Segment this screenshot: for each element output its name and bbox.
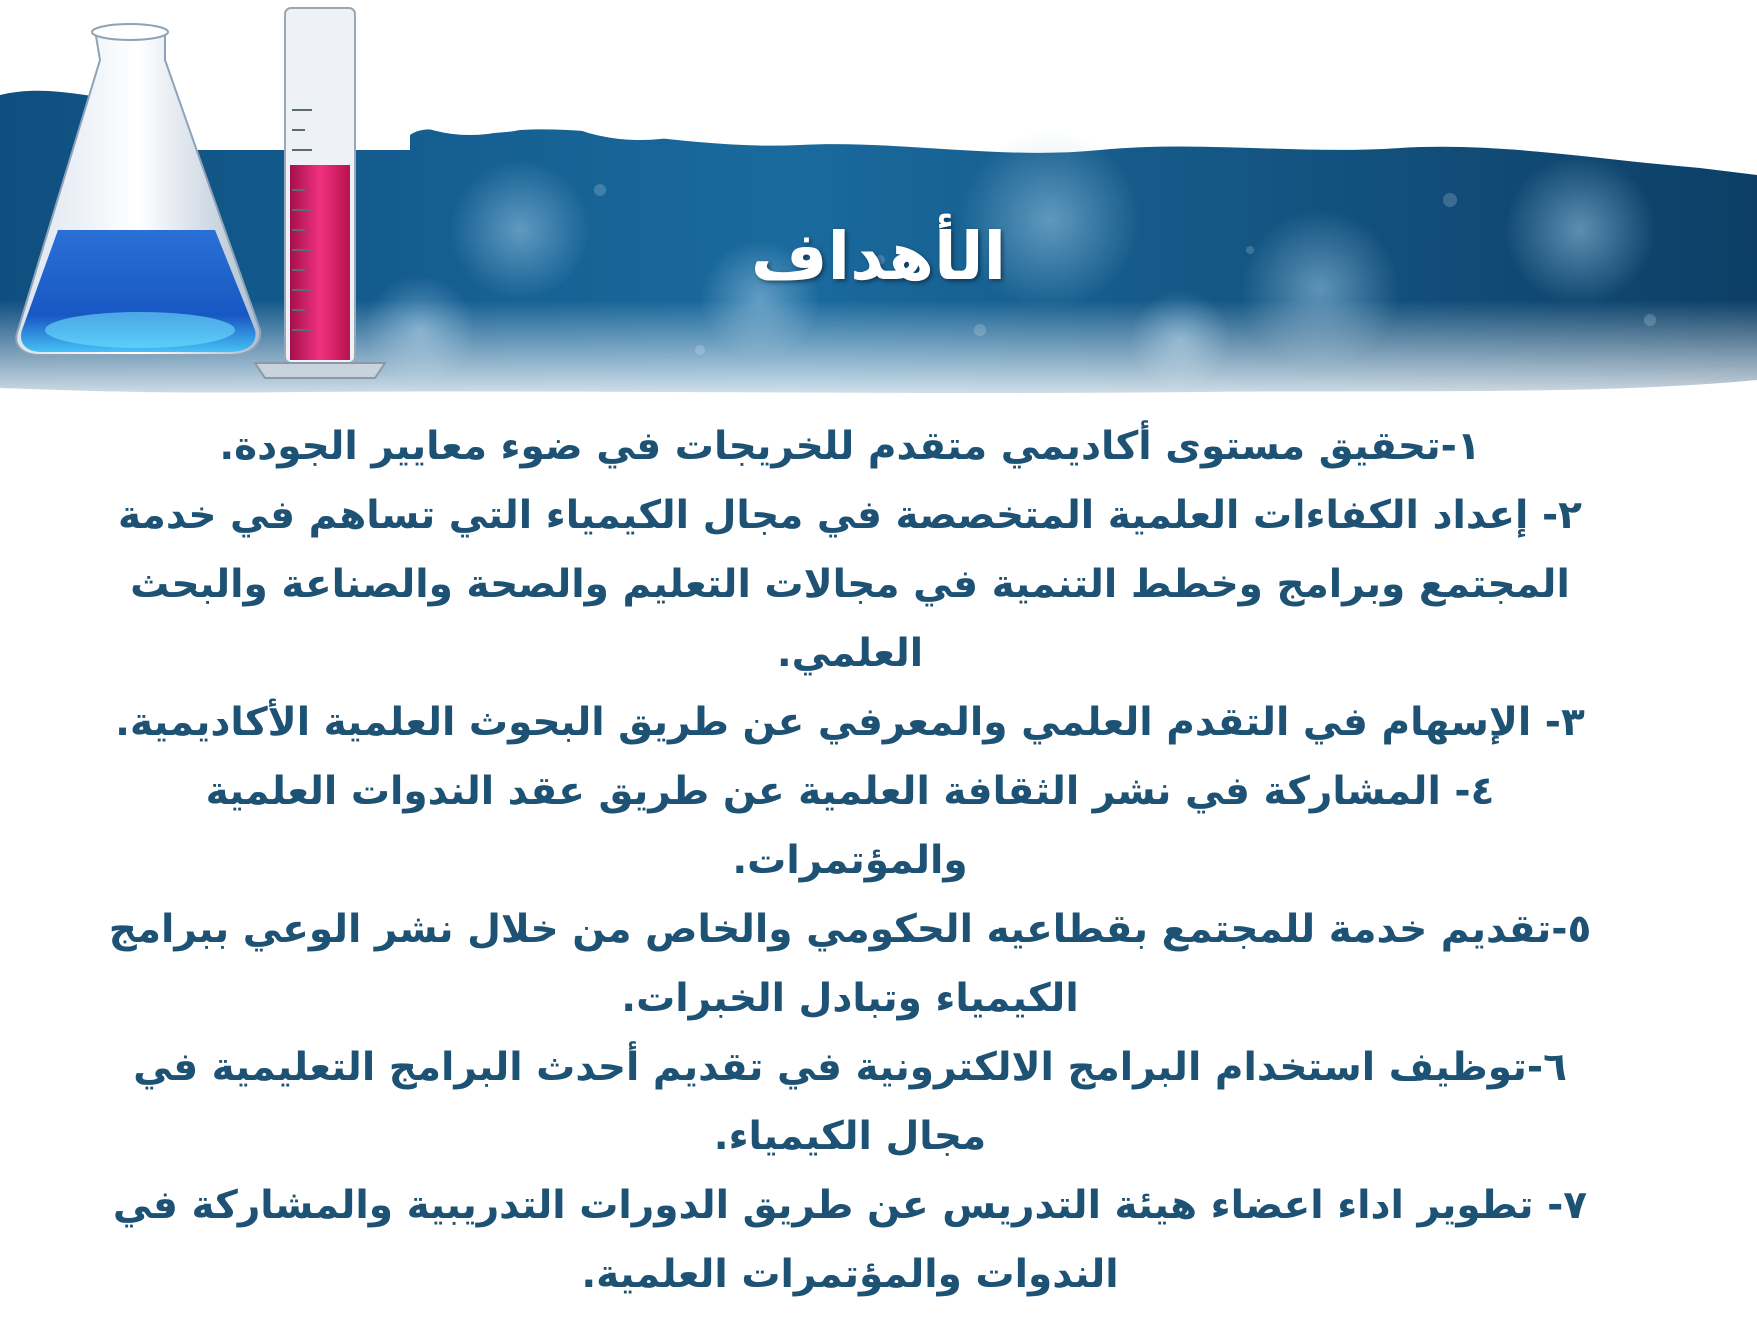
objective-item-6: ٦-توظيف استخدام البرامج الالكترونية في تقديم أحدث البرامج التعليمية في مجال الكيمياء. xyxy=(133,1045,1567,1159)
objective-item-5: ٥-تقديم خدمة للمجتمع بقطاعيه الحكومي والخاص من خلال نشر الوعي ببرامج الكيمياء وتبادل الخبرات. xyxy=(108,907,1592,1021)
objectives-list xyxy=(100,412,1600,1309)
objective-item-2: ٢- إعداد الكفاءات العلمية المتخصصة في مجال الكيمياء التي تساهم في خدمة المجتمع وبرامج وخطط التنمية في مجالات التعليم والصحة والصناعة والبحث العلمي. xyxy=(118,493,1582,676)
objective-item-1: ١-تحقيق مستوى أكاديمي متقدم للخريجات في ضوء معايير الجودة. xyxy=(219,424,1481,469)
header-banner xyxy=(0,0,1757,400)
objective-item-4: ٤- المشاركة في نشر الثقافة العلمية عن طريق عقد الندوات العلمية والمؤتمرات. xyxy=(205,769,1495,883)
banner-graphic xyxy=(0,0,1757,400)
page-title: الأهداف xyxy=(750,218,1007,295)
objective-item-3: ٣- الإسهام في التقدم العلمي والمعرفي عن طريق البحوث العلمية الأكاديمية. xyxy=(115,700,1585,745)
objective-item-7: ٧- تطوير اداء اعضاء هيئة التدريس عن طريق الدورات التدريبية والمشاركة في الندوات والمؤتمرات العلمية. xyxy=(112,1183,1588,1297)
